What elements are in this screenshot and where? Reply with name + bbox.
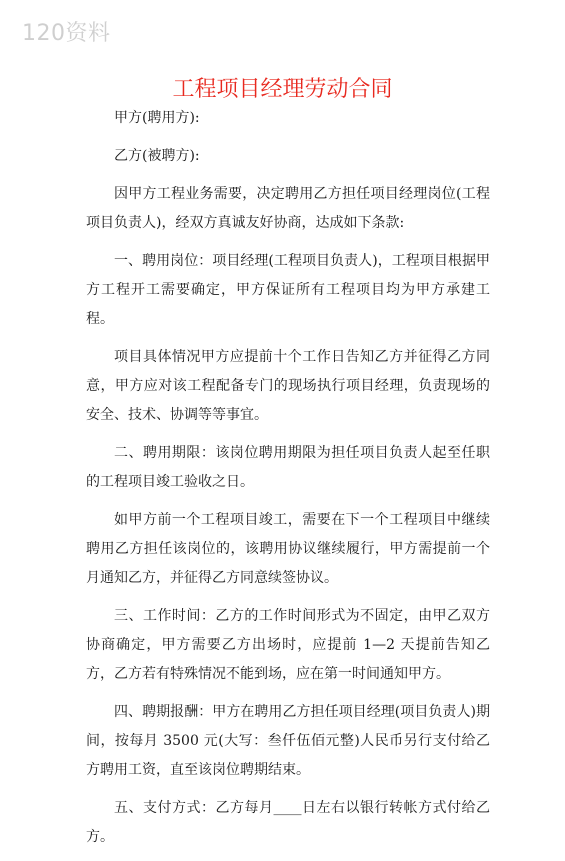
party-a-line: 甲方(聘用方): (114, 110, 200, 126)
paragraph-clause-2-detail: 如甲方前一个工程项目竣工，需要在下一个工程项目中继续聘用乙方担任该岗位的，该聘用协议继续履行，甲方需提前一个月通知乙方，并征得乙方同意续签协议。 (86, 512, 490, 586)
paragraph-clause-1: 一、聘用岗位：项目经理(工程项目负责人)，工程项目根据甲方工程开工需要确定，甲方保证所有工程项目均为甲方承建工程。 (86, 253, 490, 327)
paragraph-clause-3: 三、工作时间：乙方的工作时间形式为不固定，由甲乙双方协商确定，甲方需要乙方出场时，应提前 1—2 天提前告知乙方，乙方若有特殊情况不能到场，应在第一时间通知甲方。 (86, 608, 490, 682)
paragraph-clause-5: 五、支付方式：乙方每月____日左右以银行转帐方式付给乙方。 (86, 800, 490, 845)
document-body (86, 104, 490, 861)
party-b-line: 乙方(被聘方): (114, 148, 200, 164)
paragraph-clause-4: 四、聘期报酬：甲方在聘用乙方担任项目经理(项目负责人)期间，按每月 3500 元(大写：叁仟伍佰元整)人民币另行支付给乙方聘用工资，直至该岗位聘期结束。 (86, 704, 490, 778)
paragraph-clause-1-detail: 项目具体情况甲方应提前十个工作日告知乙方并征得乙方同意，甲方应对该工程配备专门的现场执行项目经理，负责现场的安全、技术、协调等等事宜。 (86, 349, 490, 423)
watermark-logo: 120资料 (22, 21, 111, 46)
paragraph-clause-2: 二、聘用期限：该岗位聘用期限为担任项目负责人起至任职的工程项目竣工验收之日。 (86, 445, 490, 490)
paragraph-preamble: 因甲方工程业务需要，决定聘用乙方担任项目经理岗位(工程项目负责人)，经双方真诚友好协商，达成如下条款: (86, 186, 490, 231)
document-title: 工程项目经理劳动合同 (172, 77, 393, 102)
